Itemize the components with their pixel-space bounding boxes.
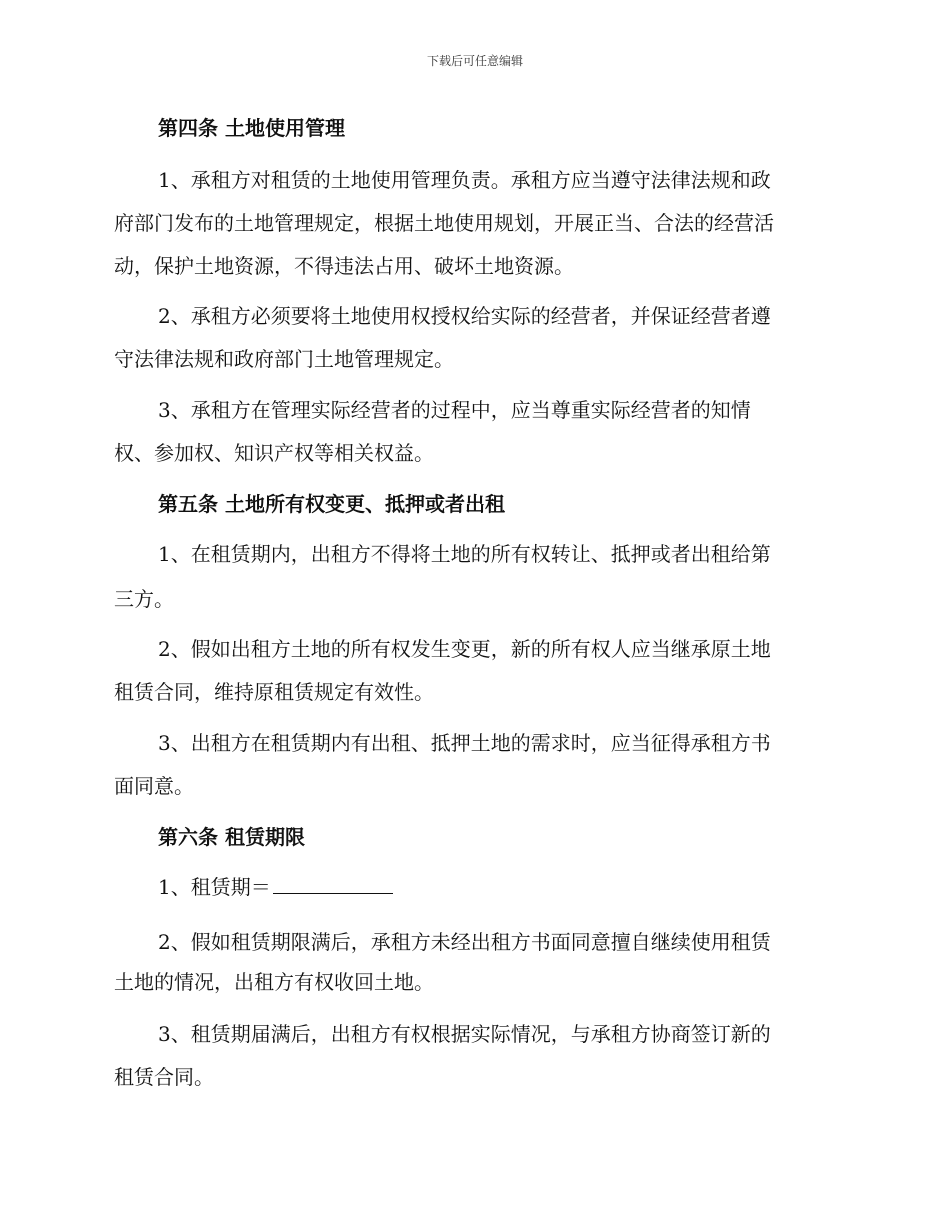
clause-5-3-line-2: 面同意。 <box>114 774 194 798</box>
clause-6-1-line-1 <box>158 875 393 899</box>
section-heading-6: 第六条 租赁期限 <box>158 825 305 849</box>
clause-4-3-line-1: 3、承租方在管理实际经营者的过程中，应当尊重实际经营者的知情 <box>158 398 751 422</box>
clause-4-2-line-2: 守法律法规和政府部门土地管理规定。 <box>114 347 454 371</box>
clause-6-3-line-2: 租赁合同。 <box>114 1065 214 1089</box>
clause-4-3-line-2: 权、参加权、知识产权等相关权益。 <box>114 441 434 465</box>
clause-6-2-line-2: 土地的情况，出租方有权收回土地。 <box>114 970 434 994</box>
clause-5-1-line-1: 1、在租赁期内，出租方不得将土地的所有权转让、抵押或者出租给第 <box>158 542 771 566</box>
lease-term-blank <box>273 875 393 894</box>
section-heading-5: 第五条 土地所有权变更、抵押或者出租 <box>158 492 505 516</box>
section-heading-4: 第四条 土地使用管理 <box>158 116 345 140</box>
clause-5-1-line-2: 三方。 <box>114 587 174 611</box>
page-header: 下载后可任意编辑 <box>426 54 523 68</box>
lease-term-label: 1、租赁期＝ <box>158 875 271 899</box>
clause-6-2-line-1: 2、假如租赁期限满后，承租方未经出租方书面同意擅自继续使用租赁 <box>158 930 771 954</box>
clause-4-1-line-2: 府部门发布的土地管理规定，根据土地使用规划，开展正当、合法的经营活 <box>114 211 774 235</box>
clause-5-2-line-2: 租赁合同，维持原租赁规定有效性。 <box>114 680 434 704</box>
clause-5-3-line-1: 3、出租方在租赁期内有出租、抵押土地的需求时，应当征得承租方书 <box>158 731 771 755</box>
clause-4-2-line-1: 2、承租方必须要将土地使用权授权给实际的经营者，并保证经营者遵 <box>158 304 771 328</box>
clause-5-2-line-1: 2、假如出租方土地的所有权发生变更，新的所有权人应当继承原土地 <box>158 637 771 661</box>
clause-4-1-line-3: 动，保护土地资源，不得违法占用、破坏土地资源。 <box>114 254 574 278</box>
clause-6-3-line-1: 3、租赁期届满后，出租方有权根据实际情况，与承租方协商签订新的 <box>158 1022 771 1046</box>
clause-4-1-line-1: 1、承租方对租赁的土地使用管理负责。承租方应当遵守法律法规和政 <box>158 168 771 192</box>
